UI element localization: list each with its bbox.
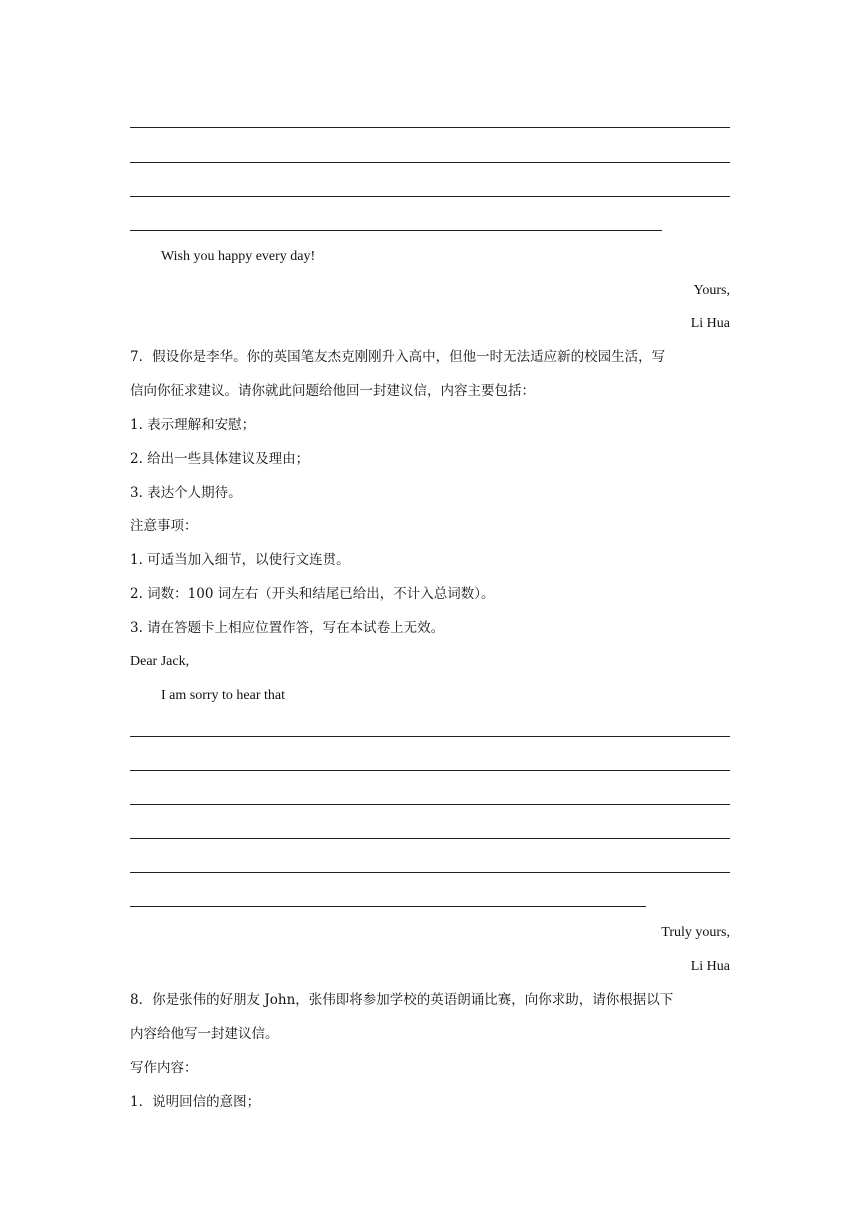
q7-prompt-line2: 信向你征求建议。请你就此问题给他回一封建议信，内容主要包括： (130, 383, 535, 399)
q7-prompt-line1: 7．假设你是李华。你的英国笔友杰克刚刚升入高中，但他一时无法适应新的校园生活，写 (130, 349, 666, 365)
q7-note-2: 2. 词数：100 词左右（开头和结尾已给出，不计入总词数）。 (130, 586, 495, 602)
answer-line (130, 804, 730, 805)
answer-line (130, 162, 730, 163)
q7-point-3: 3. 表达个人期待。 (130, 485, 242, 501)
letter-signature: Li Hua (690, 316, 730, 331)
answer-line (130, 770, 730, 771)
answer-line (130, 838, 730, 839)
q7-note-3: 3. 请在答题卡上相应位置作答，写在本试卷上无效。 (130, 620, 445, 636)
exam-page (130, 0, 730, 1216)
q7-point-2: 2. 给出一些具体建议及理由； (130, 451, 310, 467)
q8-point-1: 1．说明回信的意图； (130, 1094, 261, 1110)
answer-line (130, 872, 730, 873)
q7-salutation: Dear Jack, (130, 654, 190, 669)
closing-wish: Wish you happy every day! (161, 249, 316, 264)
answer-line (130, 230, 662, 231)
q8-content-title: 写作内容： (130, 1060, 198, 1076)
q7-signoff: Truly yours, (661, 925, 730, 940)
q7-opening: I am sorry to hear that (161, 688, 286, 703)
answer-line (130, 196, 730, 197)
q7-notes-title: 注意事项： (130, 518, 198, 534)
q7-note-1: 1. 可适当加入细节，以使行文连贯。 (130, 552, 350, 568)
q7-point-1: 1. 表示理解和安慰； (130, 417, 256, 433)
q7-signature: Li Hua (690, 959, 730, 974)
answer-line (130, 906, 646, 907)
answer-line (130, 127, 730, 128)
q8-prompt-line1: 8．你是张伟的好朋友 John，张伟即将参加学校的英语朗诵比赛，向你求助，请你根据以下 (130, 992, 674, 1008)
q8-prompt-line2: 内容给他写一封建议信。 (130, 1026, 279, 1042)
letter-signoff: Yours, (693, 283, 730, 298)
answer-line (130, 736, 730, 737)
